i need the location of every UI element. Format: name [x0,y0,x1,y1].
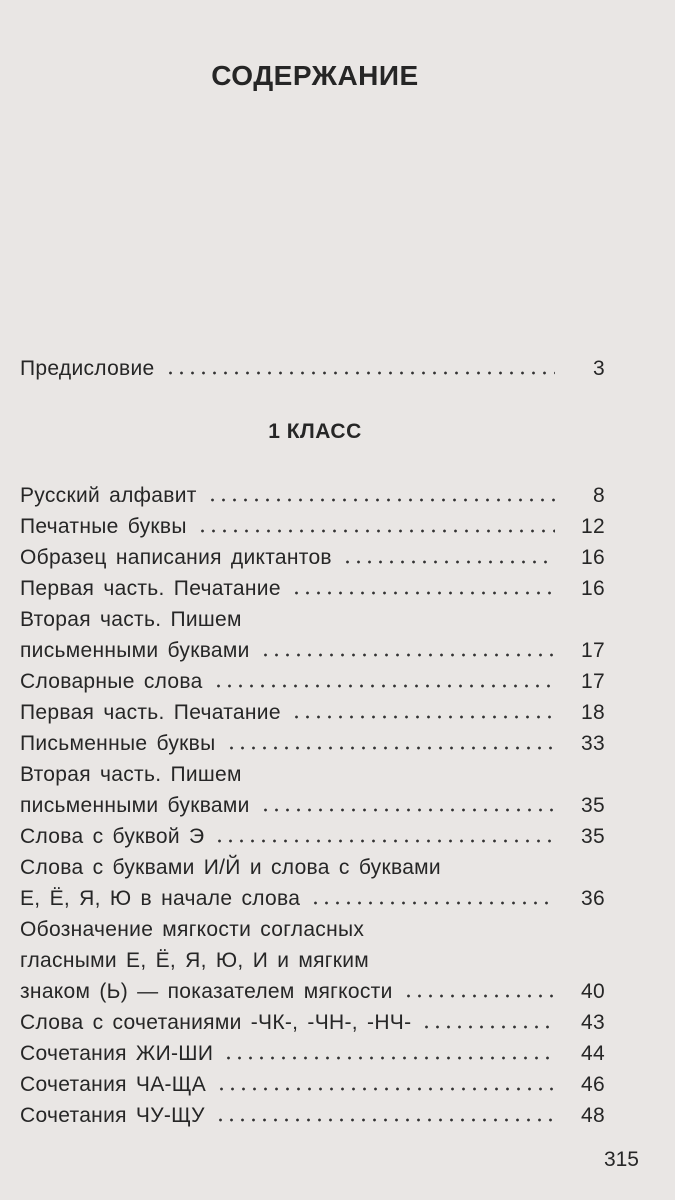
leader-dots [291,590,555,596]
toc-list [20,480,605,1131]
leader-dots [165,370,555,376]
toc-line [20,821,605,852]
leader-dots [214,838,555,844]
toc-line-text: Вторая часть. Пишем [20,763,242,786]
toc-line [20,542,605,573]
leader-dots [310,900,555,906]
toc-line [20,914,605,945]
toc-line [20,511,605,542]
toc-line-text: Е, Ё, Я, Ю в начале слова [20,887,301,910]
toc-line-text: Образец написания диктантов [20,546,332,569]
toc-line [20,604,605,635]
toc-line-page: 17 [581,670,605,693]
toc-line-text: Вторая часть. Пишем [20,608,242,631]
leader-dots [213,683,555,689]
toc-line-text: Слова с буквами И/Й и слова с буквами [20,856,441,879]
toc-line-text: Слова с буквой Э [20,825,205,848]
page-number: 315 [603,1148,639,1171]
toc-line [20,1007,605,1038]
toc-line [20,976,605,1007]
leader-dots [197,528,555,534]
page-title: СОДЕРЖАНИЕ [211,60,419,91]
leader-dots [291,714,555,720]
toc-line-page: 48 [581,1104,605,1127]
toc-line [20,945,605,976]
toc-line [20,759,605,790]
toc-line [20,1069,605,1100]
toc-line-page: 18 [581,701,605,724]
toc-line-page: 16 [581,546,605,569]
toc-line-page: 44 [581,1042,605,1065]
toc-line-text: письменными буквами [20,639,250,662]
toc-entry-text: Предисловие [20,357,155,380]
toc-line-text: Сочетания ЧА-ЩА [20,1073,207,1096]
toc-line-text: Письменные буквы [20,732,216,755]
toc-line [20,666,605,697]
toc-line-text: гласными Е, Ё, Я, Ю, И и мягким [20,949,370,972]
toc-line-page: 16 [581,577,605,600]
leader-dots [226,745,556,751]
leader-dots [207,497,555,503]
toc-line-page: 46 [581,1073,605,1096]
toc-line [20,697,605,728]
leader-dots [215,1117,555,1123]
toc-entry-page: 3 [593,357,605,380]
toc-line [20,1038,605,1069]
leader-dots [342,559,555,565]
toc-line [20,852,605,883]
leader-dots [260,807,555,813]
toc-line-page: 12 [581,515,605,538]
toc-line-text: Слова с сочетаниями -ЧК-, -ЧН-, -НЧ- [20,1011,412,1034]
toc-line-text: письменными буквами [20,794,250,817]
toc-line [20,635,605,666]
toc-line [20,790,605,821]
toc-line-page: 8 [593,484,605,507]
leader-dots [421,1024,555,1030]
toc-line-page: 17 [581,639,605,662]
toc-line-text: Сочетания ЖИ-ШИ [20,1042,214,1065]
toc-line-page: 35 [581,794,605,817]
section-heading: 1 КЛАСС [268,420,362,443]
toc-line [20,480,605,511]
toc-line [20,573,605,604]
toc-line-text: Первая часть. Печатание [20,577,281,600]
toc-line-text: Печатные буквы [20,515,187,538]
toc-line [20,883,605,914]
leader-dots [223,1055,555,1061]
leader-dots [216,1086,555,1092]
toc-line-page: 35 [581,825,605,848]
toc-line-text: Русский алфавит [20,484,197,507]
toc-line [20,728,605,759]
toc-line-page: 40 [581,980,605,1003]
toc-line-text: Обозначение мягкости согласных [20,918,365,941]
toc-line-text: знаком (Ь) — показателем мягкости [20,980,393,1003]
toc-line-text: Словарные слова [20,670,203,693]
toc-line [20,1100,605,1131]
toc-preface [20,353,605,384]
toc-line-page: 33 [581,732,605,755]
toc-entry [20,353,605,384]
leader-dots [403,993,555,999]
toc-line-page: 43 [581,1011,605,1034]
toc-line-text: Первая часть. Печатание [20,701,281,724]
leader-dots [260,652,555,658]
toc-line-text: Сочетания ЧУ-ЩУ [20,1104,205,1127]
toc-line-page: 36 [581,887,605,910]
